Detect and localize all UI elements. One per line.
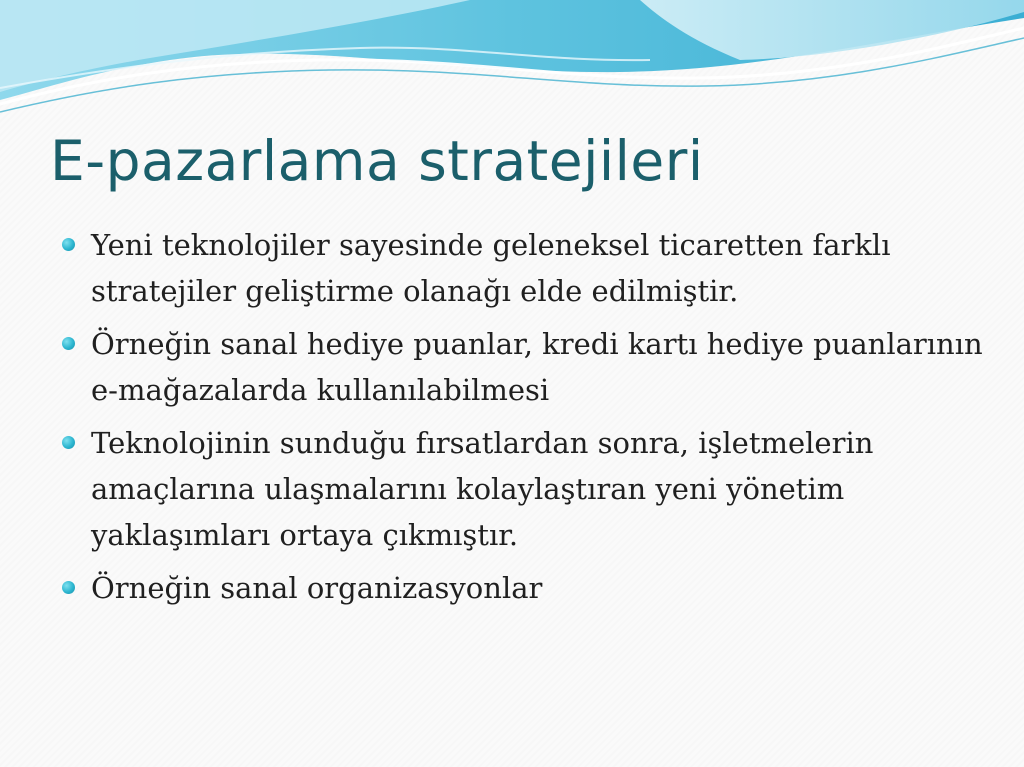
bullet-icon bbox=[62, 238, 75, 251]
list-item bbox=[62, 222, 992, 314]
bullet-text: Örneğin sanal hediye puanlar, kredi kartı hediye puanlarının e-mağazalarda kullanılabilmesi bbox=[91, 327, 983, 407]
bullet-list bbox=[62, 222, 992, 618]
bullet-text: Teknolojinin sunduğu fırsatlardan sonra, işletmelerin amaçlarına ulaşmalarını kolaylaştıran yeni yönetim yaklaşımları ortaya çıkmıştır. bbox=[91, 426, 874, 552]
bullet-text: Örneğin sanal organizasyonlar bbox=[91, 571, 543, 605]
list-item bbox=[62, 321, 992, 413]
bullet-icon bbox=[62, 337, 75, 350]
list-item bbox=[62, 420, 992, 558]
list-item bbox=[62, 565, 992, 611]
bullet-text: Yeni teknolojiler sayesinde geleneksel ticaretten farklı stratejiler geliştirme olanağı elde edilmiştir. bbox=[91, 228, 891, 308]
bullet-icon bbox=[62, 436, 75, 449]
bullet-icon bbox=[62, 581, 75, 594]
wave-header-decoration bbox=[0, 0, 1024, 120]
slide-title: E-pazarlama stratejileri bbox=[50, 129, 704, 193]
